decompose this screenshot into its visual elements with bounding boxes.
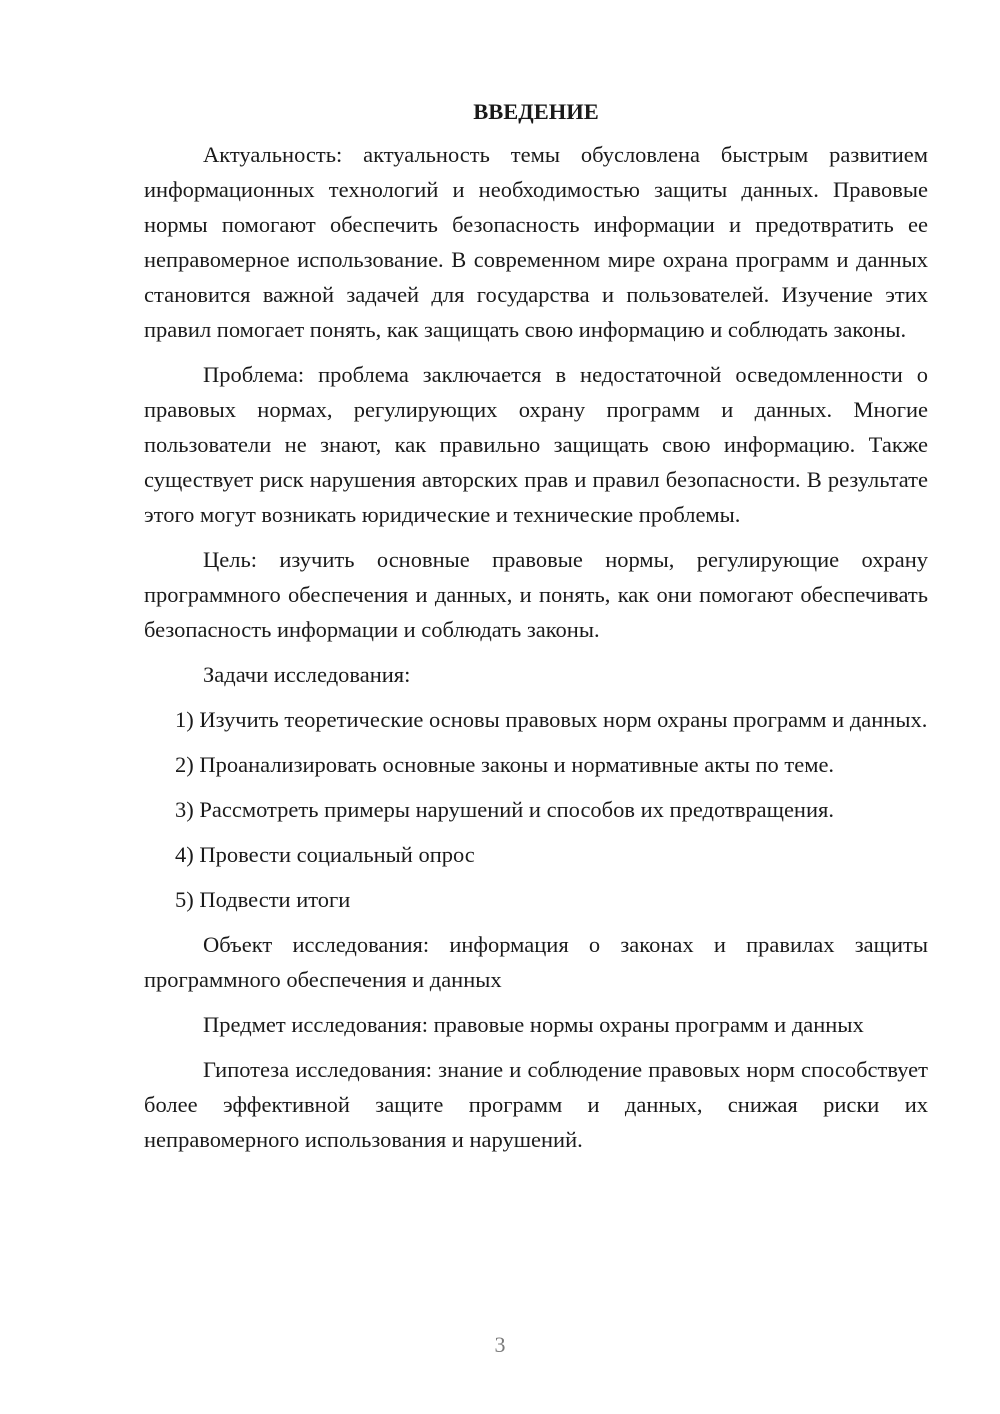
relevance-paragraph: Актуальность: актуальность темы обусловлена быстрым развитием информационных технологий и необходимостью защиты данных. Правовые нормы помогают обеспечить безопасность информации и предотвратить ее неправомерное использование. В современном мире охрана программ и данных становится важной задачей для государства и пользователей. Изучение этих правил помогает понять, как защищать свою информацию и соблюдать законы. — [144, 142, 928, 342]
object-paragraph: Объект исследования: информация о законах и правилах защиты программного обеспечения и данных — [144, 932, 928, 992]
hypothesis-paragraph: Гипотеза исследования: знание и соблюдение правовых норм способствует более эффективной защите программ и данных, снижая риски их неправомерного использования и нарушений. — [144, 1057, 928, 1152]
task-item-1: 1) Изучить теоретические основы правовых норм охраны программ и данных. — [175, 707, 928, 732]
document-body — [144, 94, 928, 1167]
task-item-3: 3) Рассмотреть примеры нарушений и способов их предотвращения. — [175, 797, 834, 822]
subject-paragraph: Предмет исследования: правовые нормы охраны программ и данных — [203, 1012, 864, 1037]
problem-paragraph: Проблема: проблема заключается в недостаточной осведомленности о правовых нормах, регулирующих охрану программ и данных. Многие пользователи не знают, как правильно защищать свою информацию. Также существует риск нарушения авторских прав и правил безопасности. В результате этого могут возникать юридические и технические проблемы. — [144, 362, 928, 527]
goal-paragraph: Цель: изучить основные правовые нормы, регулирующие охрану программного обеспечения и данных, и понять, как они помогают обеспечивать безопасность информации и соблюдать законы. — [144, 547, 928, 642]
task-item-2: 2) Проанализировать основные законы и нормативные акты по теме. — [175, 752, 835, 777]
tasks-heading: Задачи исследования: — [203, 662, 411, 687]
task-item-4: 4) Провести социальный опрос — [175, 842, 475, 867]
page-number: 3 — [494, 1332, 506, 1357]
section-title: ВВЕДЕНИЕ — [473, 99, 599, 124]
task-item-5: 5) Подвести итоги — [175, 887, 351, 912]
